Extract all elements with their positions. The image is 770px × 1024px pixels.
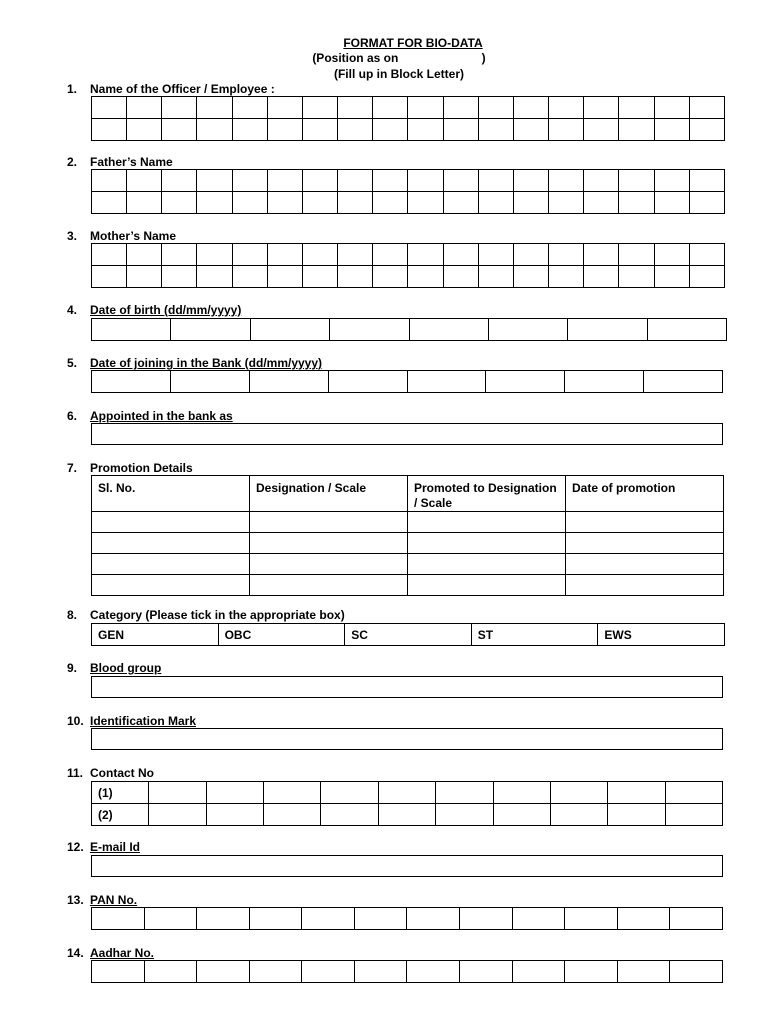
input-cell[interactable]	[149, 782, 206, 804]
input-cell[interactable]	[250, 575, 408, 596]
field-number: 8.	[67, 608, 78, 622]
doj-grid[interactable]	[91, 370, 723, 393]
input-cell[interactable]	[197, 908, 250, 930]
input-cell[interactable]	[92, 554, 250, 575]
input-cell[interactable]	[608, 804, 665, 826]
input-cell[interactable]	[565, 371, 644, 393]
input-cell[interactable]	[321, 804, 378, 826]
input-cell[interactable]	[206, 782, 263, 804]
input-cell[interactable]	[549, 244, 584, 266]
input-cell[interactable]	[92, 119, 127, 141]
input-cell[interactable]	[689, 244, 724, 266]
position-line: (Position as on )	[312, 51, 486, 65]
input-cell[interactable]	[617, 908, 670, 930]
input-cell[interactable]	[197, 961, 250, 983]
input-cell[interactable]	[568, 319, 647, 341]
field-label-appointed	[67, 409, 233, 423]
mother-name-grid[interactable]	[91, 243, 725, 288]
input-cell[interactable]	[408, 170, 443, 192]
field-label-text: Father’s Name	[90, 155, 173, 169]
field-label-text: Name of the Officer / Employee :	[90, 82, 275, 96]
input-cell[interactable]	[460, 961, 513, 983]
input-cell[interactable]	[689, 170, 724, 192]
aadhar-grid[interactable]	[91, 960, 723, 983]
input-cell[interactable]	[665, 782, 722, 804]
field-label-email	[67, 840, 140, 854]
input-cell[interactable]	[92, 266, 127, 288]
input-cell[interactable]	[92, 244, 127, 266]
category-gen[interactable]: GEN	[92, 624, 219, 646]
input-cell[interactable]	[436, 804, 493, 826]
input-cell[interactable]	[443, 244, 478, 266]
table-row	[92, 961, 723, 983]
input-cell[interactable]	[232, 244, 267, 266]
contact-row-1-label: (1)	[92, 782, 149, 804]
input-cell[interactable]	[127, 266, 162, 288]
input-cell[interactable]	[478, 119, 513, 141]
field-label-father-name	[67, 155, 173, 169]
field-label-dob	[67, 303, 241, 317]
input-cell[interactable]	[654, 266, 689, 288]
input-cell[interactable]	[647, 319, 726, 341]
field-number: 2.	[67, 155, 78, 169]
table-row	[92, 192, 725, 214]
input-cell[interactable]	[460, 908, 513, 930]
input-cell[interactable]	[584, 97, 619, 119]
input-cell[interactable]	[92, 192, 127, 214]
input-cell[interactable]	[565, 908, 618, 930]
input-cell[interactable]	[267, 244, 302, 266]
input-cell[interactable]	[250, 554, 408, 575]
field-number: 12.	[67, 840, 84, 854]
input-cell[interactable]	[619, 119, 654, 141]
input-cell[interactable]	[267, 266, 302, 288]
input-cell[interactable]	[330, 319, 409, 341]
input-cell[interactable]	[513, 97, 548, 119]
input-cell[interactable]	[549, 97, 584, 119]
field-label-name	[67, 82, 275, 96]
field-label-text: Category (Please tick in the appropriate box)	[90, 608, 345, 622]
input-cell[interactable]	[206, 804, 263, 826]
field-number: 7.	[67, 461, 78, 475]
category-sc[interactable]: SC	[345, 624, 472, 646]
input-cell[interactable]	[584, 266, 619, 288]
input-cell[interactable]	[232, 97, 267, 119]
input-cell[interactable]	[565, 961, 618, 983]
col-promoted-to: Promoted to Designation / Scale	[408, 476, 566, 512]
input-cell[interactable]	[373, 170, 408, 192]
input-cell[interactable]	[443, 192, 478, 214]
input-cell[interactable]	[584, 244, 619, 266]
input-cell[interactable]	[513, 119, 548, 141]
table-row	[92, 119, 725, 141]
field-number: 9.	[67, 661, 78, 675]
input-cell[interactable]	[328, 371, 407, 393]
input-cell[interactable]	[373, 244, 408, 266]
input-cell[interactable]	[584, 119, 619, 141]
input-cell[interactable]	[127, 170, 162, 192]
input-cell[interactable]	[197, 119, 232, 141]
input-cell[interactable]	[513, 266, 548, 288]
input-cell[interactable]	[408, 119, 443, 141]
input-cell[interactable]	[162, 170, 197, 192]
input-cell[interactable]	[443, 170, 478, 192]
field-number: 6.	[67, 409, 78, 423]
input-cell[interactable]	[302, 97, 337, 119]
input-cell[interactable]	[689, 266, 724, 288]
appointed-input[interactable]	[91, 423, 723, 445]
input-cell[interactable]	[250, 319, 329, 341]
field-number: 5.	[67, 356, 78, 370]
input-cell[interactable]	[408, 533, 566, 554]
field-label-text: Aadhar No.	[90, 946, 155, 960]
input-cell[interactable]	[232, 119, 267, 141]
table-row	[92, 804, 723, 826]
category-obc[interactable]: OBC	[218, 624, 345, 646]
input-cell[interactable]	[354, 908, 407, 930]
input-cell[interactable]	[513, 192, 548, 214]
input-cell[interactable]	[338, 97, 373, 119]
field-label-text: E-mail Id	[90, 840, 141, 854]
field-label-text: Mother’s Name	[90, 229, 177, 243]
col-designation: Designation / Scale	[250, 476, 408, 512]
input-cell[interactable]	[170, 371, 249, 393]
input-cell[interactable]	[478, 266, 513, 288]
col-date-of-promotion: Date of promotion	[566, 476, 724, 512]
input-cell[interactable]	[197, 192, 232, 214]
input-cell[interactable]	[689, 119, 724, 141]
table-row	[92, 782, 723, 804]
input-cell[interactable]	[127, 119, 162, 141]
input-cell[interactable]	[162, 192, 197, 214]
input-cell[interactable]	[654, 97, 689, 119]
input-cell[interactable]	[197, 244, 232, 266]
input-cell[interactable]	[249, 908, 302, 930]
input-cell[interactable]	[162, 119, 197, 141]
input-cell[interactable]	[549, 192, 584, 214]
input-cell[interactable]	[171, 319, 250, 341]
input-cell[interactable]	[162, 97, 197, 119]
input-cell[interactable]	[92, 961, 145, 983]
input-cell[interactable]	[670, 908, 723, 930]
input-cell[interactable]	[408, 575, 566, 596]
table-row	[92, 244, 725, 266]
field-label-contact	[67, 766, 154, 780]
input-cell[interactable]	[127, 97, 162, 119]
input-cell[interactable]	[654, 170, 689, 192]
field-label-promotion	[67, 461, 193, 475]
input-cell[interactable]	[162, 244, 197, 266]
input-cell[interactable]	[408, 97, 443, 119]
input-cell[interactable]	[197, 266, 232, 288]
input-cell[interactable]	[408, 244, 443, 266]
field-label-doj	[67, 356, 322, 370]
input-cell[interactable]	[408, 554, 566, 575]
table-row	[92, 554, 724, 575]
input-cell[interactable]	[584, 170, 619, 192]
input-cell[interactable]	[689, 192, 724, 214]
form-title: FORMAT FOR BIO-DATA	[343, 36, 483, 50]
input-cell[interactable]	[617, 961, 670, 983]
input-cell[interactable]	[197, 97, 232, 119]
input-cell[interactable]	[407, 371, 486, 393]
input-cell[interactable]	[197, 170, 232, 192]
input-cell[interactable]	[338, 192, 373, 214]
input-cell[interactable]	[354, 961, 407, 983]
input-cell[interactable]	[373, 97, 408, 119]
input-cell[interactable]	[566, 533, 724, 554]
input-cell[interactable]	[619, 244, 654, 266]
table-row	[92, 575, 724, 596]
input-cell[interactable]	[512, 961, 565, 983]
input-cell[interactable]	[338, 170, 373, 192]
input-cell[interactable]	[92, 908, 145, 930]
father-name-grid[interactable]	[91, 169, 725, 214]
blood-group-input[interactable]	[91, 676, 723, 698]
input-cell[interactable]	[373, 119, 408, 141]
table-row	[92, 371, 723, 393]
input-cell[interactable]	[92, 533, 250, 554]
input-cell[interactable]	[443, 119, 478, 141]
input-cell[interactable]	[373, 192, 408, 214]
table-row	[92, 97, 725, 119]
input-cell[interactable]	[478, 170, 513, 192]
field-label-text: Date of joining in the Bank (dd/mm/yyyy)	[90, 356, 323, 370]
input-cell[interactable]	[92, 371, 171, 393]
input-cell[interactable]	[127, 244, 162, 266]
input-cell[interactable]	[378, 782, 435, 804]
input-cell[interactable]	[338, 244, 373, 266]
field-label-text: Identification Mark	[90, 714, 197, 728]
input-cell[interactable]	[478, 97, 513, 119]
input-cell[interactable]	[338, 119, 373, 141]
input-cell[interactable]	[408, 512, 566, 533]
input-cell[interactable]	[267, 192, 302, 214]
field-label-aadhar	[67, 946, 154, 960]
input-cell[interactable]	[92, 512, 250, 533]
input-cell[interactable]	[378, 804, 435, 826]
input-cell[interactable]	[619, 266, 654, 288]
table-row	[92, 319, 727, 341]
input-cell[interactable]	[144, 961, 197, 983]
input-cell[interactable]	[249, 961, 302, 983]
input-cell[interactable]	[407, 908, 460, 930]
input-cell[interactable]	[478, 192, 513, 214]
input-cell[interactable]	[92, 319, 171, 341]
input-cell[interactable]	[267, 170, 302, 192]
input-cell[interactable]	[408, 192, 443, 214]
input-cell[interactable]	[144, 908, 197, 930]
table-row	[92, 476, 724, 512]
input-cell[interactable]	[127, 192, 162, 214]
table-row	[92, 512, 724, 533]
field-number: 14.	[67, 946, 84, 960]
field-label-mother-name	[67, 229, 176, 243]
field-number: 1.	[67, 82, 78, 96]
input-cell[interactable]	[493, 804, 550, 826]
field-label-blood-group	[67, 661, 161, 675]
col-sl-no: Sl. No.	[92, 476, 250, 512]
input-cell[interactable]	[267, 119, 302, 141]
input-cell[interactable]	[513, 244, 548, 266]
table-row	[92, 908, 723, 930]
input-cell[interactable]	[566, 512, 724, 533]
input-cell[interactable]	[92, 575, 250, 596]
input-cell[interactable]	[549, 170, 584, 192]
input-cell[interactable]	[302, 244, 337, 266]
field-number: 4.	[67, 303, 78, 317]
field-label-pan	[67, 893, 137, 907]
email-input[interactable]	[91, 855, 723, 877]
input-cell[interactable]	[566, 554, 724, 575]
input-cell[interactable]	[302, 119, 337, 141]
category-ews[interactable]: EWS	[598, 624, 725, 646]
input-cell[interactable]	[550, 804, 607, 826]
promotion-table[interactable]	[91, 475, 724, 596]
input-cell[interactable]	[338, 266, 373, 288]
input-cell[interactable]	[654, 119, 689, 141]
field-number: 13.	[67, 893, 84, 907]
input-cell[interactable]	[566, 575, 724, 596]
input-cell[interactable]	[373, 266, 408, 288]
input-cell[interactable]	[250, 533, 408, 554]
field-label-text: Contact No	[90, 766, 154, 780]
input-cell[interactable]	[654, 244, 689, 266]
category-grid[interactable]	[91, 623, 725, 646]
input-cell[interactable]	[92, 97, 127, 119]
input-cell[interactable]	[321, 782, 378, 804]
input-cell[interactable]	[689, 97, 724, 119]
input-cell[interactable]	[249, 371, 328, 393]
input-cell[interactable]	[264, 804, 321, 826]
input-cell[interactable]	[512, 908, 565, 930]
field-label-identification-mark	[67, 714, 196, 728]
category-st[interactable]: ST	[471, 624, 598, 646]
input-cell[interactable]	[443, 266, 478, 288]
table-row	[92, 266, 725, 288]
input-cell[interactable]	[619, 97, 654, 119]
table-row	[92, 170, 725, 192]
field-number: 11.	[67, 766, 84, 780]
input-cell[interactable]	[478, 244, 513, 266]
input-cell[interactable]	[302, 266, 337, 288]
pan-grid[interactable]	[91, 907, 723, 930]
input-cell[interactable]	[493, 782, 550, 804]
table-row	[92, 624, 725, 646]
input-cell[interactable]	[408, 266, 443, 288]
input-cell[interactable]	[550, 782, 607, 804]
contact-grid[interactable]	[91, 781, 723, 826]
field-label-text: PAN No.	[90, 893, 138, 907]
dob-grid[interactable]	[91, 318, 727, 341]
contact-row-2-label: (2)	[92, 804, 149, 826]
input-cell[interactable]	[302, 961, 355, 983]
input-cell[interactable]	[608, 782, 665, 804]
input-cell[interactable]	[232, 266, 267, 288]
input-cell[interactable]	[549, 119, 584, 141]
input-cell[interactable]	[443, 97, 478, 119]
input-cell[interactable]	[407, 961, 460, 983]
input-cell[interactable]	[654, 192, 689, 214]
field-number: 10.	[67, 714, 84, 728]
field-label-category	[67, 608, 345, 622]
input-cell[interactable]	[302, 192, 337, 214]
input-cell[interactable]	[149, 804, 206, 826]
input-cell[interactable]	[644, 371, 723, 393]
input-cell[interactable]	[250, 512, 408, 533]
field-number: 3.	[67, 229, 78, 243]
input-cell[interactable]	[162, 266, 197, 288]
name-grid[interactable]	[91, 96, 725, 141]
input-cell[interactable]	[665, 804, 722, 826]
input-cell[interactable]	[302, 170, 337, 192]
input-cell[interactable]	[486, 371, 565, 393]
field-label-text: Promotion Details	[90, 461, 193, 475]
field-label-text: Date of birth (dd/mm/yyyy)	[90, 303, 242, 317]
input-cell[interactable]	[488, 319, 567, 341]
input-cell[interactable]	[670, 961, 723, 983]
input-cell[interactable]	[92, 170, 127, 192]
input-cell[interactable]	[436, 782, 493, 804]
input-cell[interactable]	[302, 908, 355, 930]
field-label-text: Appointed in the bank as	[90, 409, 233, 423]
input-cell[interactable]	[619, 170, 654, 192]
input-cell[interactable]	[232, 170, 267, 192]
field-label-text: Blood group	[90, 661, 162, 675]
table-row	[92, 533, 724, 554]
fill-note: (Fill up in Block Letter)	[333, 67, 464, 81]
input-cell[interactable]	[267, 97, 302, 119]
input-cell[interactable]	[549, 266, 584, 288]
input-cell[interactable]	[513, 170, 548, 192]
input-cell[interactable]	[409, 319, 488, 341]
input-cell[interactable]	[232, 192, 267, 214]
input-cell[interactable]	[584, 192, 619, 214]
identification-mark-input[interactable]	[91, 728, 723, 750]
input-cell[interactable]	[264, 782, 321, 804]
input-cell[interactable]	[619, 192, 654, 214]
